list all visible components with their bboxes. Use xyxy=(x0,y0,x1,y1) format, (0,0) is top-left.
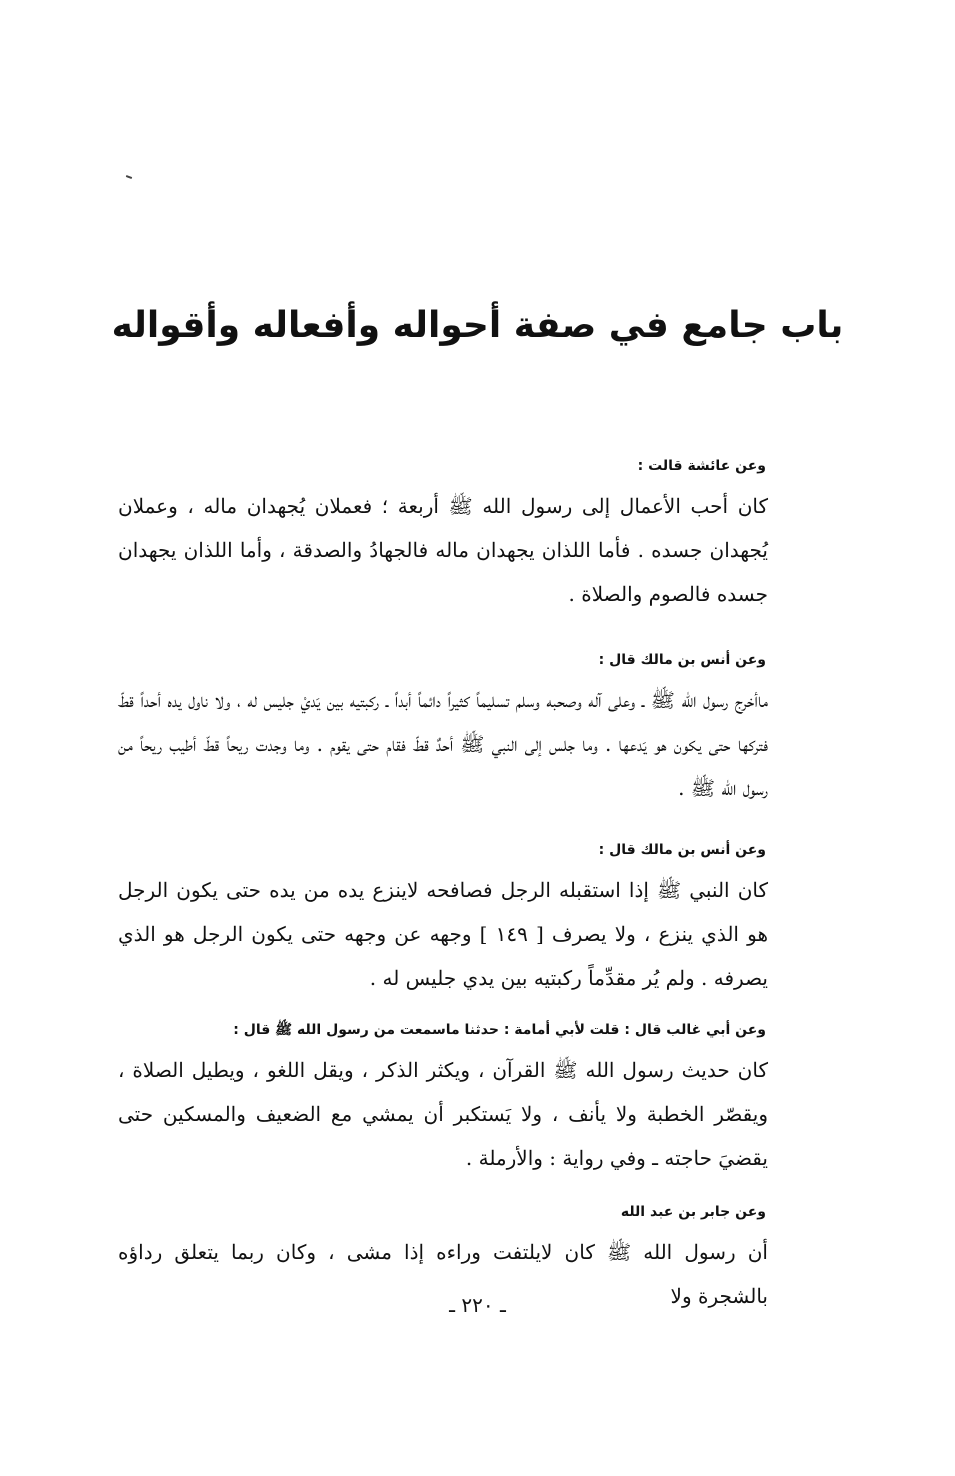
narrator-line: وعن أنس بن مالك قال : xyxy=(598,652,766,668)
hadith-section-1 xyxy=(118,454,768,616)
hadith-text: كان النبي ﷺ إذا استقبله الرجل فصافحه لاينزع يده من يده حتى يكون الرجل هو الذي ينزع ، ولا يصرف [ ١٤٩ ] وجهه عن وجهه حتى يكون الرجل هو الذي يصرفه . ولم يُر مقدِّماً ركبتيه بين يدي جليس له . xyxy=(118,878,768,990)
hadith-section-2 xyxy=(118,648,768,810)
hadith-section-3 xyxy=(118,838,768,1000)
narrator-line: وعن أبي غالب قال : قلت لأبي أمامة : حدثنا ماسمعت من رسول الله ﷺ قال : xyxy=(233,1022,766,1038)
narrator-line: وعن جابر بن عبد الله xyxy=(620,1204,766,1220)
chapter-title: باب جامع في صفة أحواله وأفعاله وأقواله xyxy=(111,305,844,346)
hadith-text: كان أحب الأعمال إلى رسول الله ﷺ أربعة ؛ فعملان يُجهدان ماله ، وعملان يُجهدان جسده . فأما اللذان يجهدان ماله فالجهادُ والصدقة ، وأما اللذان يجهدان جسده فالصوم والصلاة . xyxy=(118,494,768,606)
narrator-line: وعن عائشة قالت : xyxy=(637,458,766,474)
page-number: ـ ٢٢٠ ـ xyxy=(449,1293,506,1317)
hadith-section-4 xyxy=(118,1018,768,1180)
hadith-text: أن رسول الله ﷺ كان لايلتفت وراءه إذا مشى ، وكان ربما يتعلق رداؤه بالشجرة ولا xyxy=(118,1240,768,1308)
hadith-text: كان حديث رسول الله ﷺ القرآن ، ويكثر الذكر ، ويقل اللغو ، ويطيل الصلاة ، ويقصّر الخطبة ولا يأنف ، ولا يَستكبر أن يمشي مع الضعيف والمسكين حتى يقضيَ حاجته ـ وفي رواية : والأرملة . xyxy=(118,1058,768,1170)
narrator-line: وعن أنس بن مالك قال : xyxy=(598,842,766,858)
stray-ink-mark xyxy=(126,175,132,179)
hadith-text: ماأخرج رسول الله ﷺ ـ وعلى آله وصحبه وسلم تسليماً كثيراً دائماً أبداً ـ ركبتيه بين يَديْ جليس له ، ولا ناول يده أحداً قطّ فتركها حتى يكون هو يَدعها . وما جلس إلى النبي ﷺ أحدٌ قطّ فقام حتى يقوم . وما وجدت ريحاً قطّ أطيب ريحاً من رسول الله ﷺ . xyxy=(118,688,768,800)
